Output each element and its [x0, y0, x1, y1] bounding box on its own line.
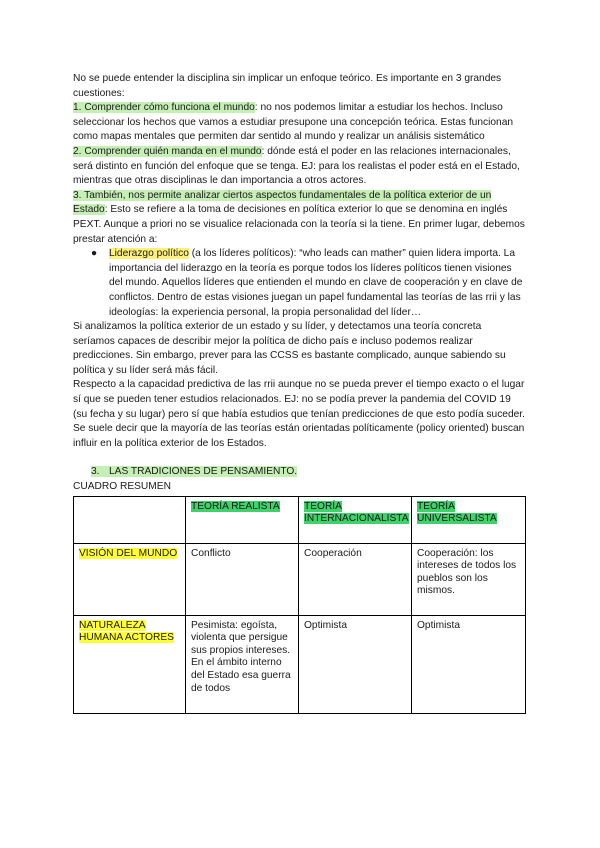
row-label-cell: NATURALEZA HUMANA ACTORES	[74, 615, 186, 713]
table-caption: CUADRO RESUMEN	[73, 481, 171, 493]
bullet-list	[73, 247, 525, 320]
row-label-cell: VISIÓN DEL MUNDO	[74, 543, 186, 615]
table-cell: Conflicto	[186, 543, 299, 615]
table-cell: Optimista	[299, 615, 412, 713]
point-1-text: : no nos podemos limitar a estudiar los hechos. Incluso seleccionar los hechos que vamos a estudiar presupone una concepción teórica. Estas funcionan como mapas mentales que permiten dar sentido al mundo y realizar un análisis sistemático	[73, 102, 514, 143]
point-3-text: : Esto se refiere a la toma de decisiones en política exterior lo que se denomina en inglés PEXT. Aunque a priori no se visualice relacionada con la teoría si la tiene. En primer lugar, debemos prestar atención a:	[73, 204, 525, 245]
point-2-heading: 2. Comprender quién manda en el mundo	[73, 145, 262, 157]
point-3-paragraph	[73, 189, 525, 247]
paragraph-6: Se suele decir que la mayoría de las teorías están orientadas políticamente (policy oriented) buscan influir en la política exterior de los Estados.	[73, 423, 525, 449]
point-3-heading: 3. También, nos permite analizar ciertos aspectos fundamentales de la política exterior de un Estado	[73, 189, 492, 216]
point-1-heading: 1. Comprender cómo funciona el mundo	[73, 102, 255, 114]
bullet-icon: ●	[91, 248, 98, 260]
table-cell: Optimista	[412, 615, 526, 713]
table-corner-cell	[74, 496, 186, 543]
table-row	[74, 615, 526, 713]
section-heading	[73, 465, 525, 480]
table-cell: Pesimista: egoísta, violenta que persigue sus propios intereses. En el ámbito interno del Estado esa guerra de todos	[186, 615, 299, 713]
list-item	[73, 247, 525, 320]
section-title: LAS TRADICIONES DE PENSAMIENTO.	[109, 466, 298, 478]
leadership-term: Liderazgo político	[109, 248, 189, 260]
table-row	[74, 543, 526, 615]
intro-paragraph: No se puede entender la disciplina sin implicar un enfoque teórico. Es importante en 3 grandes cuestiones:	[73, 73, 502, 99]
section-number: 3.	[91, 466, 100, 478]
table-header-row	[74, 496, 526, 543]
table-header-cell: TEORÍA INTERNACIONALISTA	[299, 496, 412, 543]
table-header-cell: TEORÍA REALISTA	[186, 496, 299, 543]
leadership-text: (a los líderes políticos): “who leads can mather” quien lidera importa. La importancia del liderazgo en la teoría es porque todos los líderes políticos tienen visiones del mundo. Aquellos líderes que entienden el mundo en clave de cooperación y en clave de conflictos. Dentro de estas visiones juegan un papel fundamental las teorías de las rrii y las ideologías: la experiencia personal, la propia personalidad del líder…	[109, 248, 523, 318]
point-2-paragraph	[73, 145, 525, 189]
paragraph-4: Si analizamos la política exterior de un estado y su líder, y detectamos una teoría concreta seríamos capaces de describir mejor la política de dicho país e incluso podemos realizar predicciones. Sin embargo, prever para las CCSS es bastante complicado, aunque sabiendo su política y su líder será más fácil.	[73, 321, 506, 376]
paragraph-5: Respecto a la capacidad predictiva de las rrii aunque no se pueda prever el tiempo exacto o el lugar sí que se pueden tener estudios relacionados. EJ: no se podía prever la pandemia del COVID 19 (su fecha y su lugar) pero sí que había estudios que tenían predicciones de que esto podía suceder.	[73, 379, 525, 420]
document-body	[73, 72, 525, 714]
point-1-paragraph	[73, 101, 525, 145]
summary-table	[73, 496, 526, 714]
table-header-cell: TEORÍA UNIVERSALISTA	[412, 496, 526, 543]
point-2-text: : dónde está el poder en las relaciones internacionales, será distinto en función del enfoque que se tenga. EJ: para los realistas el poder está en el Estado, mientras que otras disciplinas le dan importancia a otros actores.	[73, 145, 520, 187]
table-cell: Cooperación	[299, 543, 412, 615]
table-cell: Cooperación: los intereses de todos los pueblos son los mismos.	[412, 543, 526, 615]
